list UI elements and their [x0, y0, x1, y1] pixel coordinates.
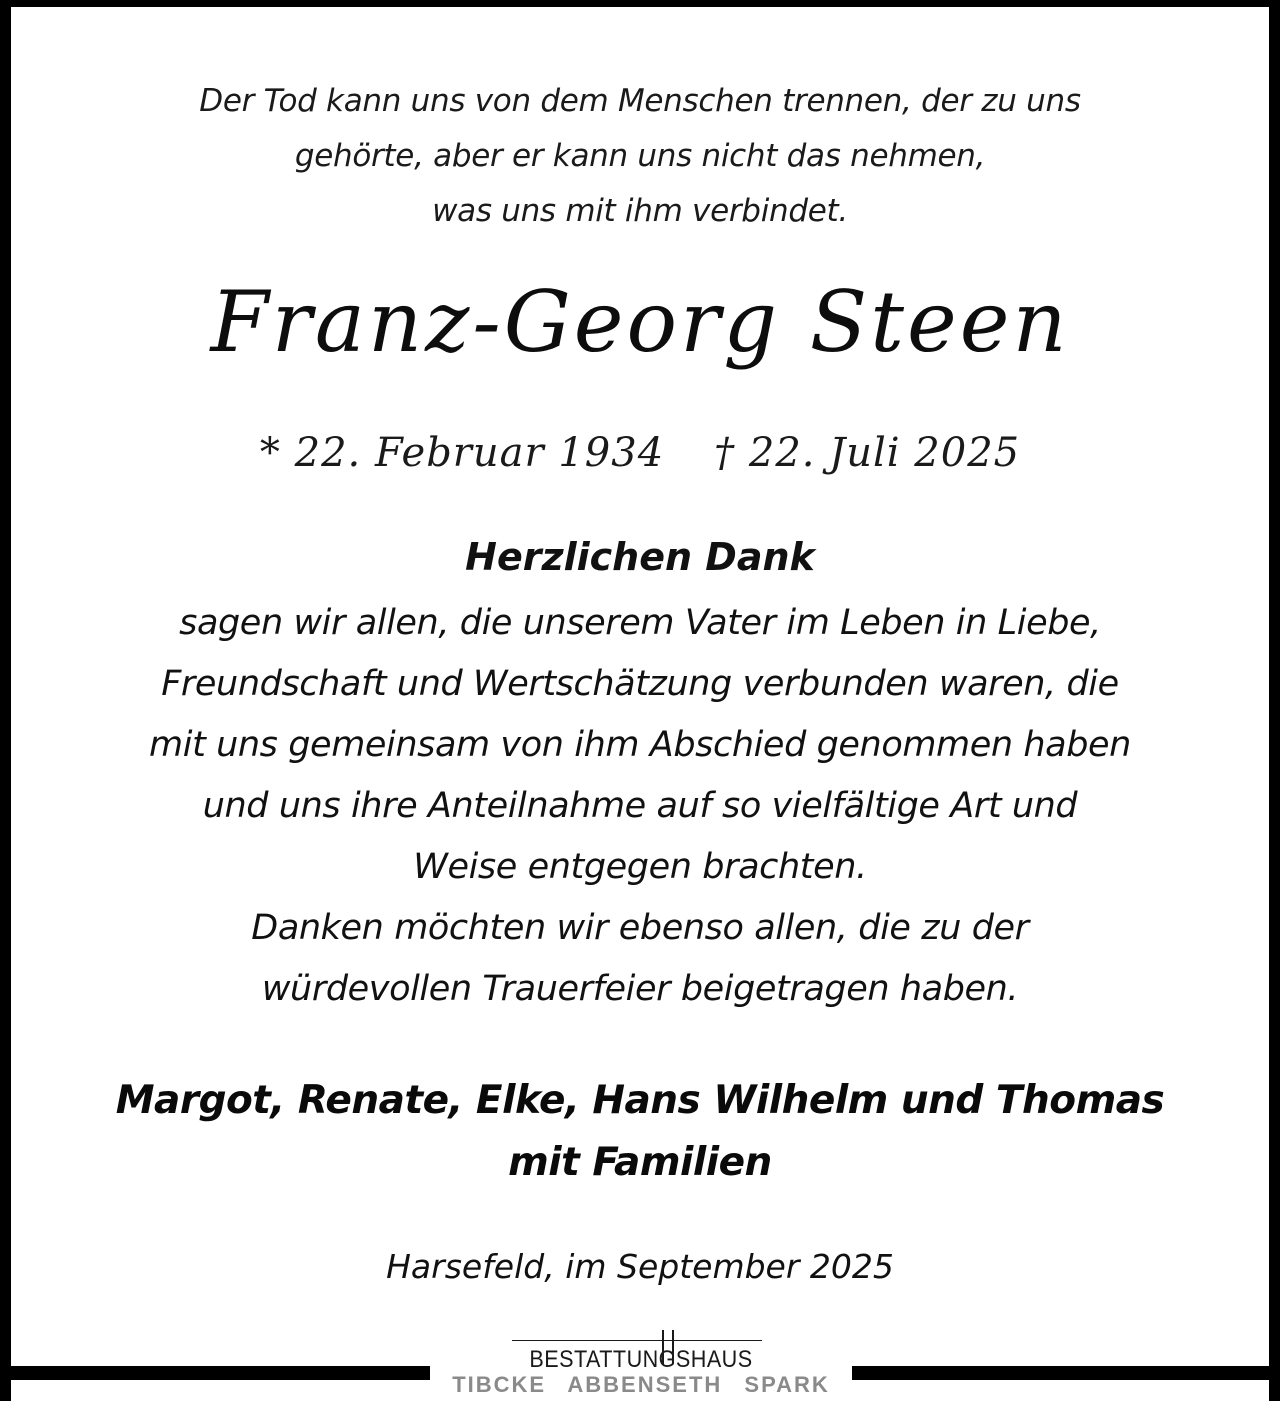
- birth-date: * 22. Februar 1934: [259, 430, 665, 476]
- logo-divider: [512, 1340, 762, 1341]
- death-date: † 22. Juli 2025: [714, 430, 1021, 476]
- deceased-name: Franz-Georg Steen: [210, 273, 1070, 371]
- logo-subtitle: TIBCKE ABBENSETH SPARK: [452, 1372, 830, 1397]
- thanks-heading: Herzlichen Dank: [465, 535, 815, 579]
- frame-top-border: [0, 0, 1280, 7]
- thanks-line: würdevollen Trauerfeier beigetragen haben.: [261, 969, 1019, 1009]
- thanks-line: Weise entgegen brachten.: [413, 847, 867, 887]
- signers-line: Margot, Renate, Elke, Hans Wilhelm und Thomas: [115, 1078, 1165, 1123]
- frame-bottom-right-border: [852, 1366, 1280, 1380]
- logo-title: BESTATTUNGSHAUS: [529, 1346, 753, 1373]
- life-dates: [0, 418, 1280, 488]
- place-and-date: Harsefeld, im September 2025: [386, 1247, 894, 1286]
- quote-line: was uns mit ihm verbindet.: [432, 193, 848, 229]
- thanks-line: Danken möchten wir ebenso allen, die zu der: [251, 908, 1029, 948]
- thanks-line: mit uns gemeinsam von ihm Abschied genommen haben: [149, 725, 1131, 765]
- thanks-line: sagen wir allen, die unserem Vater im Leben in Liebe,: [179, 603, 1101, 643]
- memorial-quote: [0, 74, 1280, 239]
- thanks-line: Freundschaft und Wertschätzung verbunden waren, die: [161, 664, 1119, 704]
- quote-line: Der Tod kann uns von dem Menschen trennen, der zu uns: [199, 83, 1081, 119]
- signers: [0, 1070, 1280, 1194]
- thanks-text: [0, 593, 1280, 1020]
- quote-line: gehörte, aber er kann uns nicht das nehmen,: [294, 138, 986, 174]
- funeral-home-logo: [432, 1322, 850, 1401]
- signers-line: mit Familien: [508, 1140, 772, 1185]
- thanks-line: und uns ihre Anteilnahme auf so vielfältige Art und: [202, 786, 1078, 826]
- frame-bottom-left-border: [0, 1366, 430, 1380]
